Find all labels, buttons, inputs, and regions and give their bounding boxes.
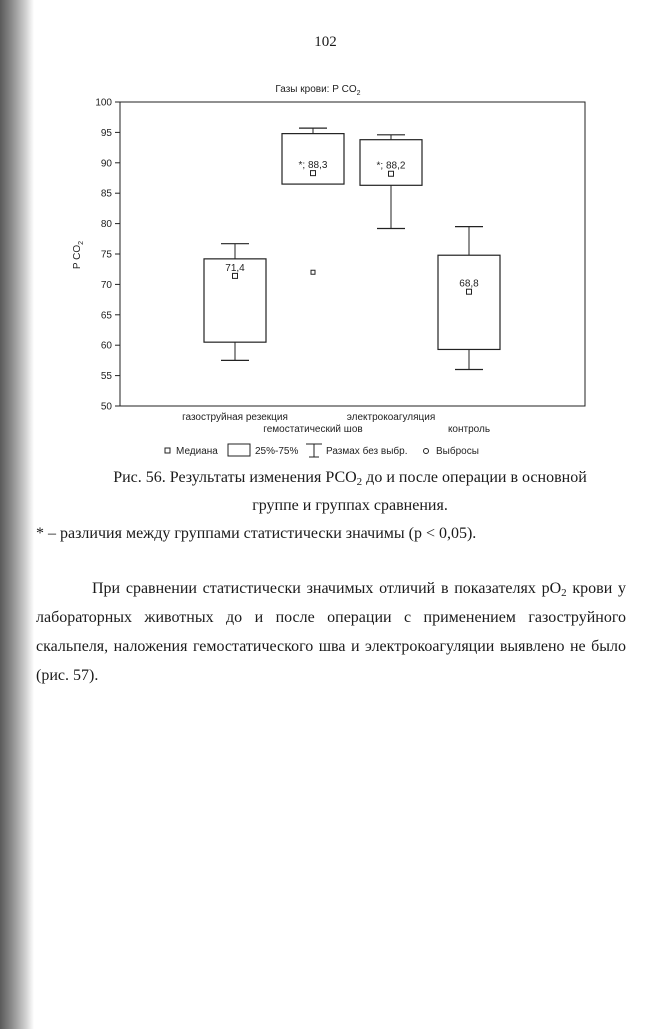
y-axis — [95, 98, 120, 413]
caption-line-2: группе и группах сравнения. — [252, 497, 448, 514]
box-series — [204, 128, 500, 369]
y-tick-label: 100 — [95, 97, 112, 109]
median-marker — [467, 289, 472, 294]
median-marker — [233, 273, 238, 278]
y-tick-label: 55 — [100, 371, 112, 383]
chart-legend — [165, 444, 479, 457]
significance-footnote: * – различия между группами статистически значимы (p < 0,05). — [36, 525, 477, 542]
median-value-label: 71,4 — [225, 262, 245, 274]
caption-text-b: до и после операции в основной — [362, 469, 587, 486]
y-tick-label: 95 — [100, 127, 112, 139]
caption-subscript: 2 — [356, 476, 363, 488]
y-tick-label: 50 — [100, 401, 112, 413]
x-category-label: электрокоагуляция — [346, 412, 436, 423]
y-axis-label: P $CO_2$ — [72, 240, 85, 270]
y-tick-label: 75 — [100, 249, 112, 261]
legend-outlier-label: Выбросы — [436, 446, 479, 457]
x-category-label: газоструйная резекция — [182, 412, 288, 423]
x-axis-labels — [182, 412, 490, 435]
iqr-box — [282, 134, 344, 184]
plot-frame — [120, 102, 585, 406]
caption-line-1 — [70, 464, 630, 492]
median-value-label: *; 88,2 — [376, 160, 406, 172]
page-number: 102 — [314, 34, 337, 50]
y-tick-label: 65 — [100, 310, 112, 322]
y-tick-label: 90 — [100, 158, 112, 170]
caption-text-a: Рис. 56. Результаты изменения РСО — [113, 469, 357, 486]
y-tick-label: 60 — [100, 340, 112, 352]
legend-box-marker — [228, 444, 250, 456]
paragraph-subscript: 2 — [561, 587, 567, 599]
x-category-label: контроль — [447, 424, 491, 435]
legend-median-label: Медиана — [176, 446, 218, 457]
y-tick-label: 85 — [100, 188, 112, 200]
figure-caption — [70, 464, 630, 520]
boxplot-chart — [0, 0, 651, 460]
paragraph-text-b: крови у лабораторных животных до и после операции с применением газоструйного скальпеля, наложения гемостатического шва и электрокоагуляции выявлено не было (рис. 57). — [36, 580, 627, 684]
legend-outlier-marker — [424, 449, 429, 454]
x-category-label: гемостатический шов — [263, 424, 363, 435]
outlier-marker — [311, 270, 315, 274]
box-1 — [204, 244, 266, 361]
y-tick-label: 70 — [100, 279, 112, 291]
y-tick-label: 80 — [100, 219, 112, 231]
body-paragraph — [36, 574, 626, 690]
paragraph-text-a: При сравнении статистически значимых отличий в показателях pO — [92, 580, 562, 597]
median-value-label: *; 88,3 — [298, 160, 328, 172]
legend-whisker-label: Размах без выбр. — [326, 446, 408, 457]
median-marker — [389, 171, 394, 176]
legend-box-label: 25%-75% — [255, 446, 299, 457]
iqr-box — [438, 255, 500, 349]
box-2 — [282, 128, 344, 274]
box-3 — [360, 135, 422, 229]
legend-median-marker — [165, 448, 170, 453]
legend-whisker-marker — [306, 444, 322, 457]
chart-title: Газы крови: Р $CO_2$ — [275, 84, 361, 97]
median-value-label: 68,8 — [459, 278, 479, 290]
median-marker — [311, 171, 316, 176]
box-4 — [438, 227, 500, 370]
figure-boxplot — [0, 0, 651, 460]
